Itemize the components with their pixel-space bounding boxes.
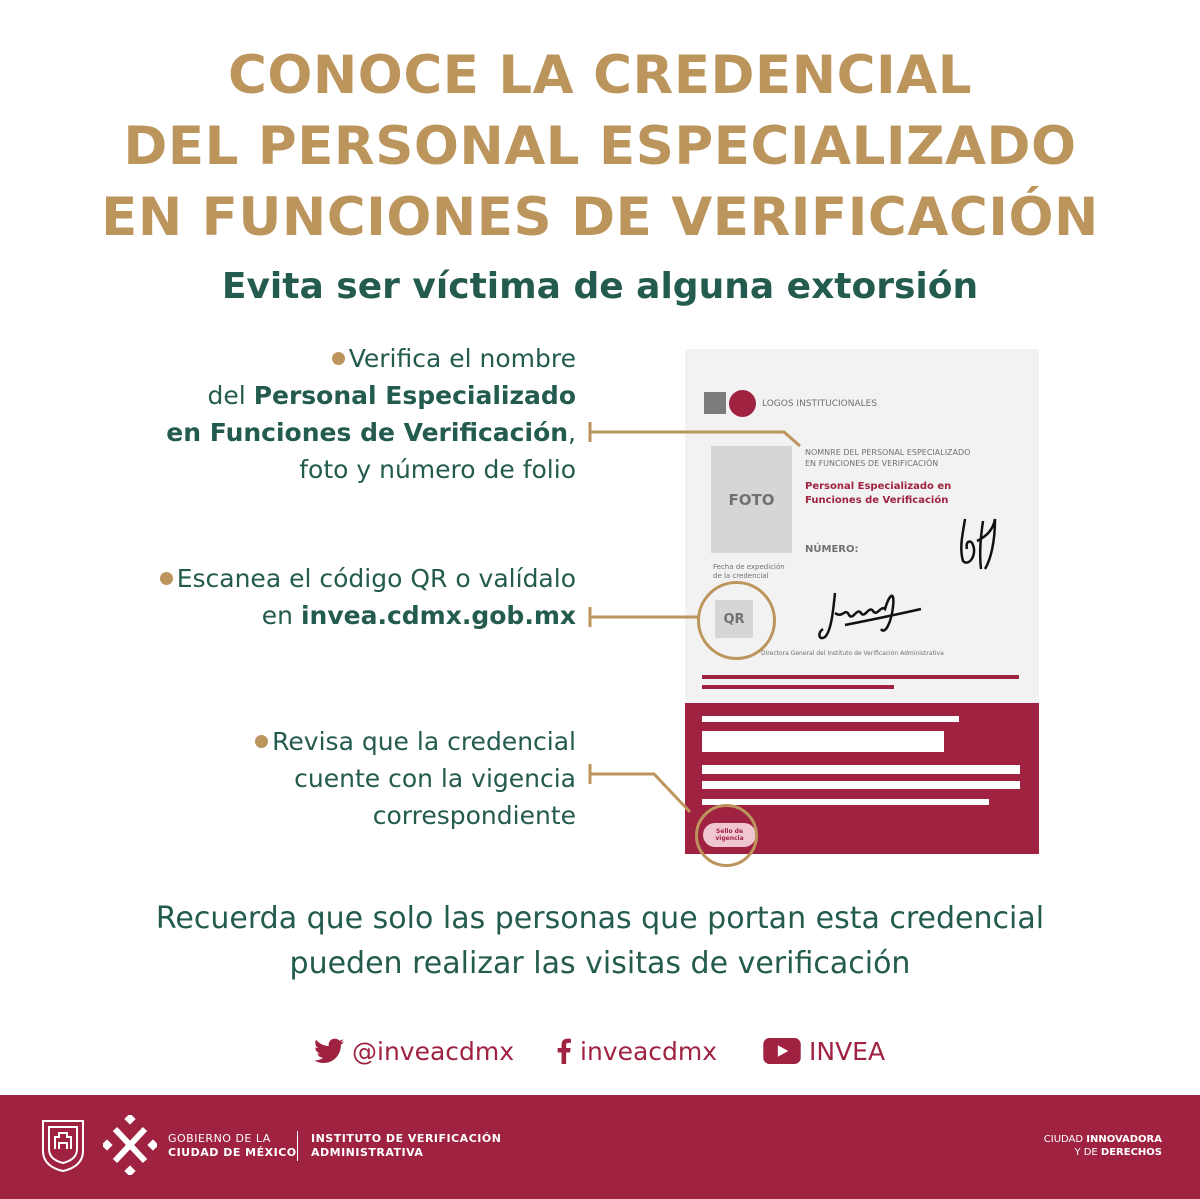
slogan-line-1-bold: INNOVADORA (1086, 1134, 1162, 1145)
fecha-line-1: Fecha de expedición (713, 563, 785, 571)
invea-label (311, 1132, 501, 1160)
slogan-line-1-prefix: CIUDAD (1043, 1134, 1087, 1145)
slogan-line-2-prefix: Y DE (1074, 1147, 1101, 1158)
step3-line1: Revisa que la credencial (272, 727, 576, 756)
name-label-line-1: NOMNRE DEL PERSONAL ESPECIALIZADO (805, 448, 971, 457)
footer-divider (297, 1131, 298, 1161)
logos-label: LOGOS INSTITUCIONALES (762, 399, 878, 409)
photo-placeholder: FOTO (711, 446, 792, 553)
step2-line2-prefix: en (261, 601, 301, 630)
youtube-channel: INVEA (809, 1036, 886, 1066)
step3-line3: correspondiente (372, 801, 576, 830)
seal-line-1: Sello de (715, 828, 744, 835)
twitter-handle: @inveacdmx (352, 1036, 515, 1066)
footer (0, 1095, 1200, 1199)
facebook-icon (556, 1038, 572, 1064)
twitter-link[interactable] (314, 1033, 514, 1069)
cdmx-logo-icon (103, 1115, 157, 1175)
step1-line3-bold: en Funciones de Verificación (166, 418, 569, 447)
qr-code[interactable]: QR (715, 600, 753, 638)
step1-line4: foto y número de folio (299, 455, 576, 484)
inst-line-1: INSTITUTO DE VERIFICACIÓN (311, 1132, 502, 1145)
numero-label: NÚMERO: (805, 544, 859, 555)
role-line-2: Funciones de Verificación (805, 495, 949, 506)
gobierno-cdmx-label (168, 1132, 297, 1160)
facebook-link[interactable] (556, 1033, 717, 1069)
step1-line1: Verifica el nombre (348, 344, 576, 373)
subtitle: Evita ser víctima de alguna extorsión (221, 266, 979, 307)
invea-website-link[interactable]: invea.cdmx.gob.mx (300, 601, 576, 630)
step1-line2-bold: Personal Especializado (253, 381, 576, 410)
fecha-line-2: de la credencial (713, 572, 769, 580)
reminder-line-2: pueden realizar las visitas de verificación (289, 946, 911, 981)
role-line-1: Personal Especializado en (805, 481, 952, 492)
name-label-line-2: EN FUNCIONES DE VERIFICACIÓN (805, 459, 939, 468)
cdmx-coat-of-arms-icon (39, 1117, 87, 1173)
title-line-2: DEL PERSONAL ESPECIALIZADO (123, 116, 1077, 177)
step1-line3-suffix: , (568, 418, 576, 447)
step2-line1: Escanea el código QR o valídalo (176, 564, 576, 593)
slogan-line-2-bold: DERECHOS (1100, 1147, 1162, 1158)
slogan (1044, 1133, 1162, 1159)
youtube-link[interactable] (763, 1033, 885, 1069)
gov-line-1: GOBIERNO DE LA (168, 1132, 271, 1145)
facebook-handle: inveacdmx (580, 1036, 718, 1066)
gov-line-2: CIUDAD DE MÉXICO (168, 1146, 297, 1159)
reminder-line-1: Recuerda que solo las personas que portan esta credencial (155, 901, 1045, 936)
title-line-1: CONOCE LA CREDENCIAL (227, 45, 973, 106)
seal-line-2: vigencia (715, 835, 744, 842)
step1-line2-prefix: del (207, 381, 254, 410)
twitter-icon (314, 1038, 344, 1064)
inst-line-2: ADMINISTRATIVA (311, 1146, 424, 1159)
youtube-icon (763, 1038, 801, 1064)
director-label: Directora General del Instituto de Verificación Administrativa (761, 650, 944, 657)
title-line-3: EN FUNCIONES DE VERIFICACIÓN (101, 187, 1099, 248)
reminder-text (0, 896, 1200, 986)
step3-line2: cuente con la vigencia (294, 764, 576, 793)
